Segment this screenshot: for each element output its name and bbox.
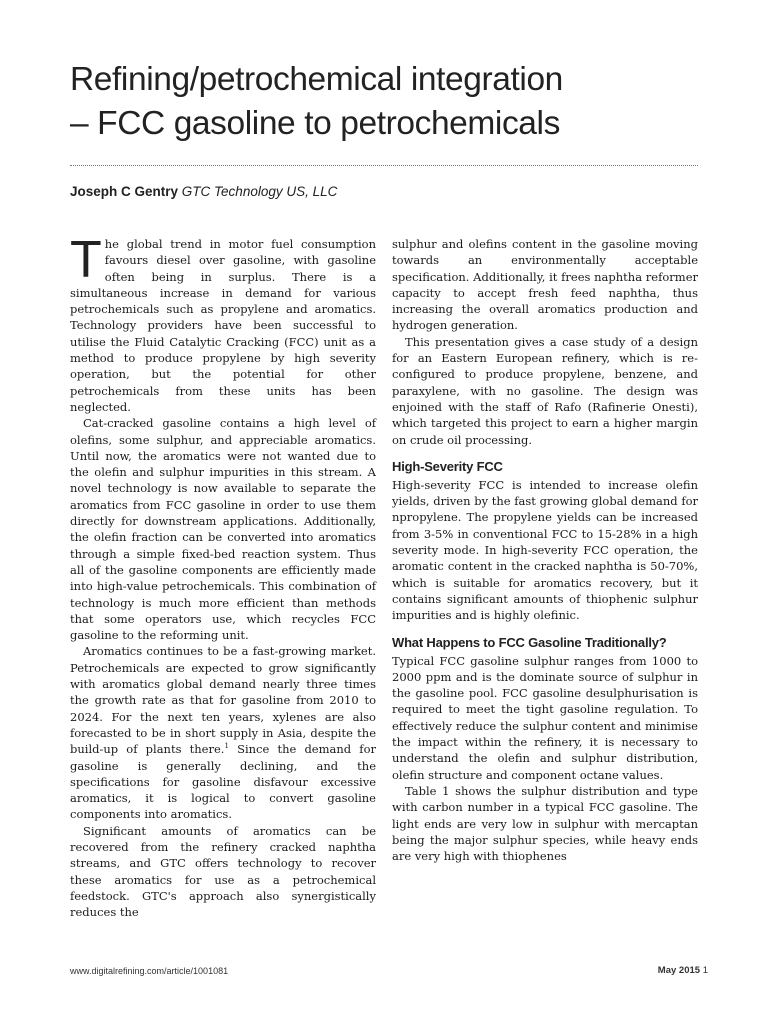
article-title-line-1: Refining/petrochemical integration <box>70 61 563 98</box>
byline <box>70 184 337 199</box>
paragraph-text: Since the demand for gasoline is generally declining, and the specifications for gasoline disfavour excessive aromatics, it is logical to convert gasoline components into aromatics. <box>70 742 376 822</box>
paragraph: Cat-cracked gasoline contains a high level of olefins, some sulphur, and appreciable aromatics. Until now, the aromatics were not wanted due to the olefin and sulphur impurities in this stream. A novel technology is now available to separate the aromatics from FCC gasoline in order to use them directly for downstream applications. Additionally, the olefin fraction can be converted into aromatics through a simple fixed-bed reaction system. Thus all of the gasoline components are efficiently made into high-value petrochemicals. This combination of technology is much more efficient than methods that some operators use, which recycles FCC gasoline to the reforming unit. <box>70 416 376 643</box>
page-number: 1 <box>702 965 708 976</box>
author-name: Joseph C Gentry <box>70 184 179 199</box>
footer-url: www.digitalrefining.com/article/1001081 <box>70 966 229 976</box>
footer-page-info <box>658 965 708 976</box>
paragraph: Table 1 shows the sulphur distribution and type with carbon number in a typical FCC gasoline. The light ends are very low in sulphur with mercaptan being the major sulphur species, while heavy ends are very high with thiophenes <box>392 783 698 864</box>
article-title-line-2: – FCC gasoline to petrochemicals <box>70 105 560 142</box>
right-column <box>392 236 698 864</box>
paragraph: This presentation gives a case study of a design for an Eastern European refinery, which is re-configured to produce propylene, benzene, and paraxylene, with no gasoline. The design was enjoined with the staff of Rafo (Rafinerie Onesti), which targeted this project to earn a higher margin on crude oil processing. <box>392 334 698 447</box>
footer-date: May 2015 <box>657 965 701 976</box>
title-divider <box>70 165 698 166</box>
paragraph <box>70 231 376 415</box>
paragraph-text: he global trend in motor fuel consumption favours diesel over gasoline, with gasoline often being in surplus. There is a simultaneous increase in demand for various petrochemicals such as propylene and aromatics. Technology providers have been successful to utilise the Fluid Catalytic Cracking (FCC) unit as a method to produce propylene by high severity operation, but the potential for other petrochemicals from these units has been neglected. <box>70 237 376 414</box>
left-column <box>70 231 376 920</box>
paragraph: Significant amounts of aromatics can be recovered from the refinery cracked naphtha streams, and GTC offers technology to recover these aromatics for use as a petrochemical feedstock. GTC's approach also synergistically reduces the <box>70 823 376 920</box>
footnote-ref: 1 <box>224 742 229 751</box>
section-heading: High-Severity FCC <box>392 458 503 474</box>
paragraph: Typical FCC gasoline sulphur ranges from 1000 to 2000 ppm and is the dominate source of sulphur in the gasoline pool. FCC gasoline desulphurisation is required to meet the tight gasoline regulation. To effectively reduce the sulphur content and minimise the impact within the refinery, it is necessary to understand the olefin and sulphur distribution, olefin structure and component octane values. <box>392 653 698 782</box>
paragraph-text: Aromatics continues to be a fast-growing market. Petrochemicals are expected to grow significantly with aromatics global demand nearly three times the growth rate as that for gasoline from 2010 to 2024. For the next ten years, xylenes are also forecasted to be in short supply in Asia, despite the build-up of plants there. <box>70 644 376 757</box>
article-title <box>70 58 710 146</box>
paragraph: sulphur and olefins content in the gasoline moving towards an environmentally acceptable specification. Additionally, it frees naphtha reformer capacity to accept fresh feed naphtha, thus increasing the overall aromatics production and hydrogen generation. <box>392 237 698 333</box>
author-company: GTC Technology US, LLC <box>181 184 338 199</box>
paragraph: High-severity FCC is intended to increase olefin yields, driven by the fast growing global demand for npropylene. The propylene yields can be increased from 3-5% in conventional FCC to 15-28% in a high severity mode. In high-severity FCC operation, the aromatic content in the cracked naphtha is 50-70%, which is suitable for aromatics recovery, but it contains significant amounts of thiophenic sulphur impurities and is highly olefinic. <box>392 477 698 623</box>
drop-cap: T <box>70 231 102 289</box>
section-heading: What Happens to FCC Gasoline Traditionally? <box>392 634 667 650</box>
paragraph <box>70 643 376 822</box>
